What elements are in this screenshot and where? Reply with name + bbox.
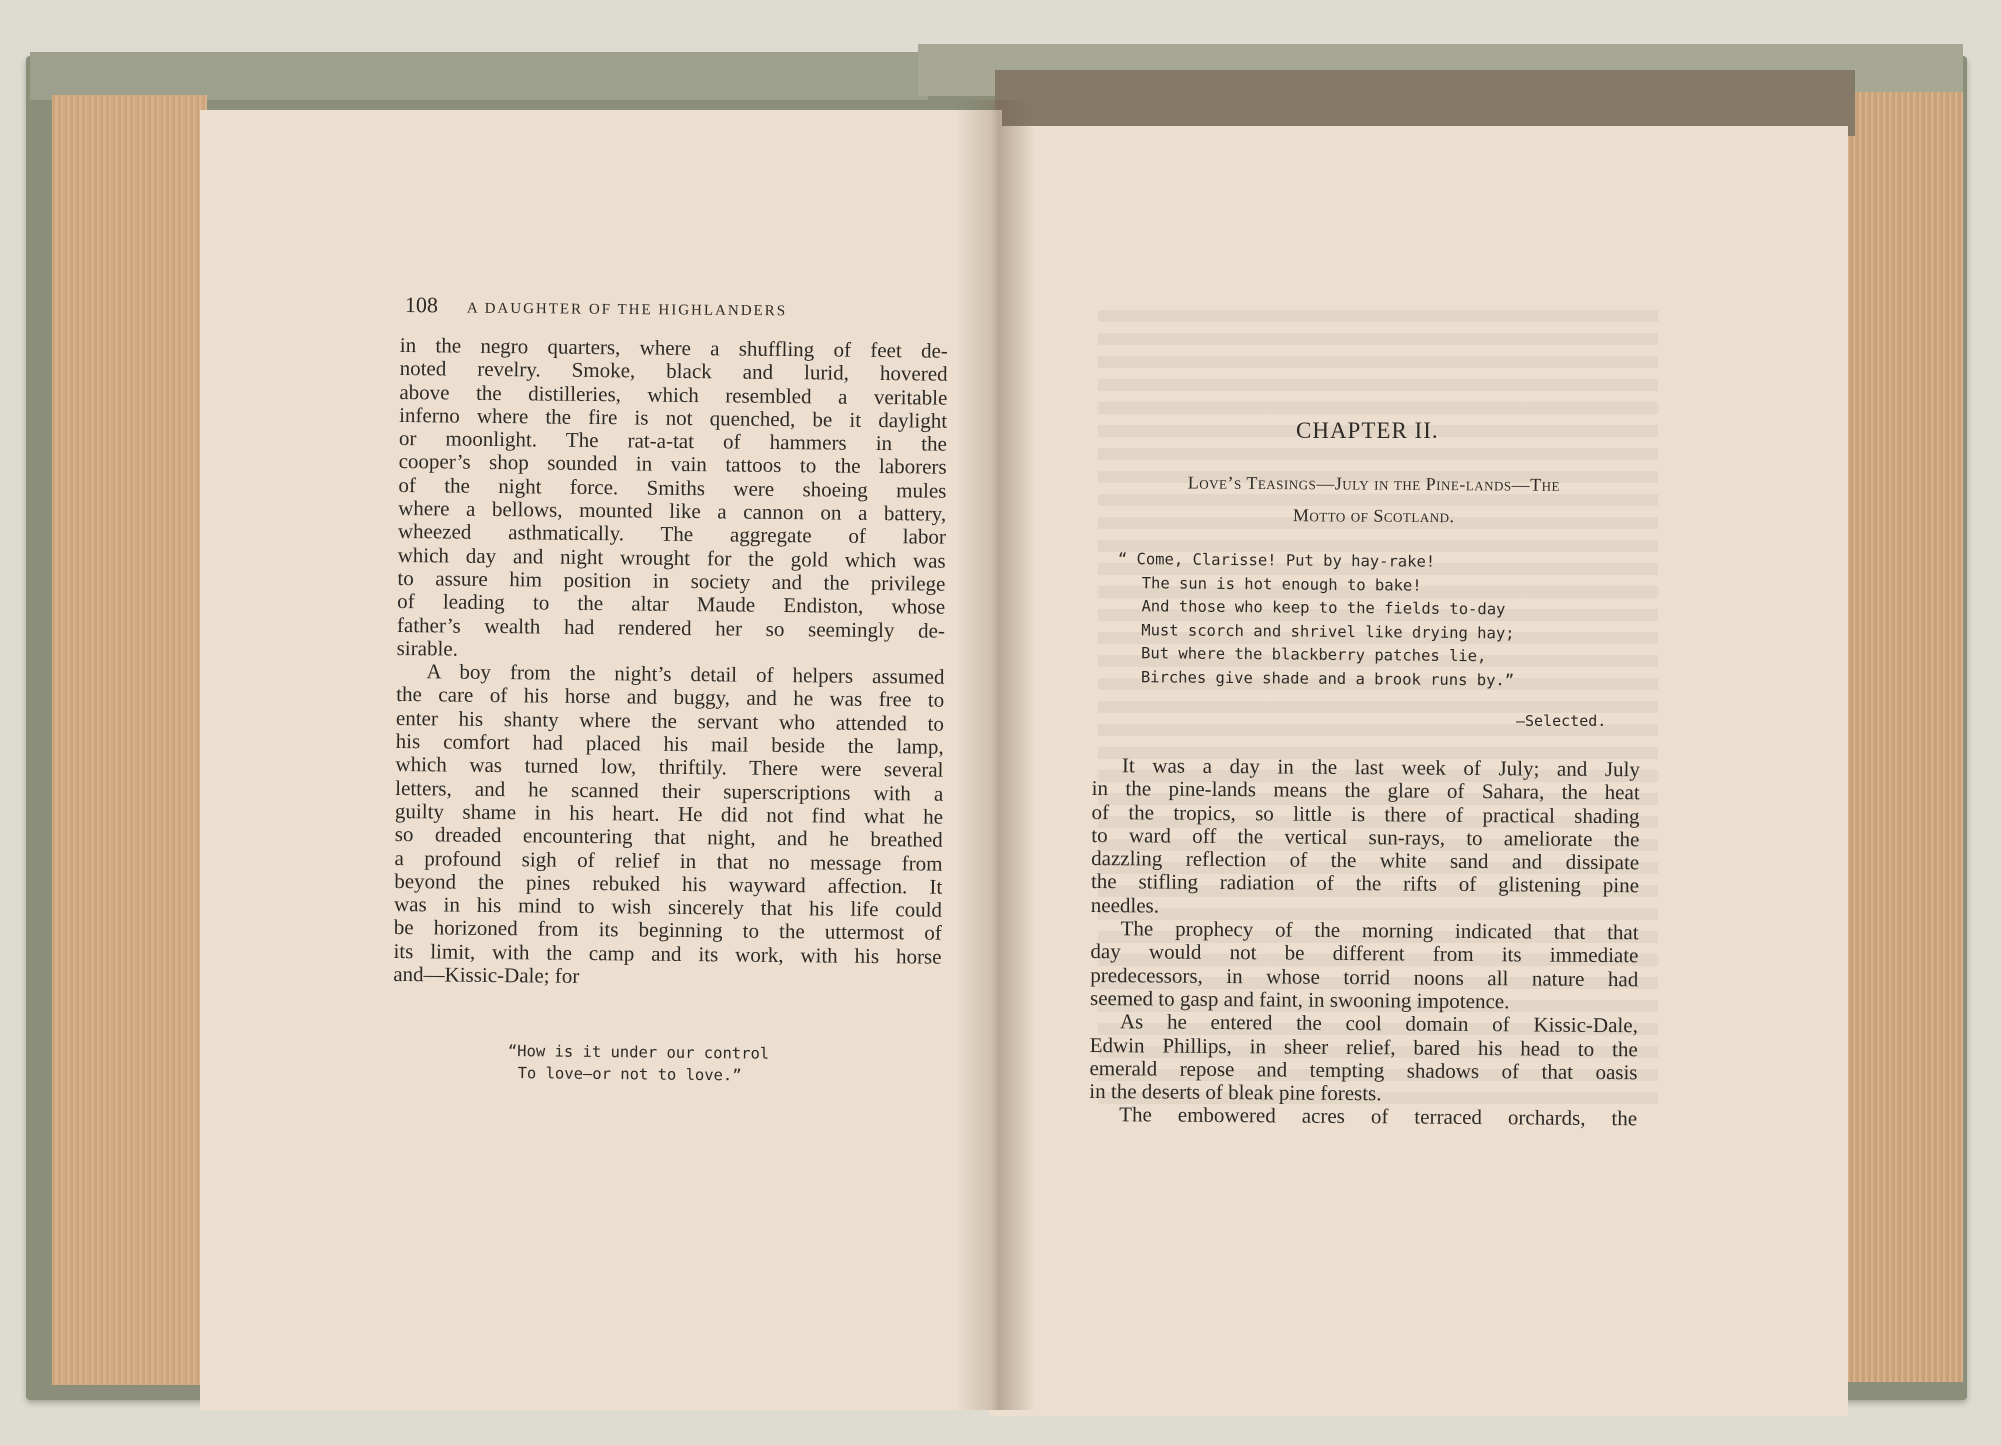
verse-line: “How is it under our control — [507, 1041, 770, 1063]
text-line: enter his shanty where the servant who attended to — [395, 705, 945, 736]
page-edges-right — [1838, 92, 1963, 1382]
text-line: a profound sigh of relief in that no message from — [394, 845, 943, 876]
text-line: which day and night wrought for the gold which was — [397, 542, 946, 573]
text-line: where a bellows, mounted like a cannon on a battery, — [398, 496, 947, 526]
verse-line: The sun is hot enough to bake! — [1141, 573, 1422, 595]
text-line: of the night force. Smiths were shoeing mules — [398, 472, 947, 503]
epigraph-verse — [1117, 548, 1558, 693]
text-line: the stifling radiation of the rifts of glistening pine — [1090, 869, 1640, 898]
text-line: The prophecy of the morning indicated that that — [1120, 916, 1639, 945]
text-line: to assure him position in society and the privilege — [397, 565, 946, 596]
text-line: As he entered the cool domain of Kissic-Dale, — [1119, 1009, 1638, 1038]
text-line: cooper’s shop sounded in vain tattoos to the laborers — [398, 449, 947, 480]
text-line: sirable. — [396, 635, 459, 661]
text-line: in the negro quarters, where a shuffling of feet de- — [399, 333, 948, 363]
verse-line: Birches give shade and a brook runs by.” — [1140, 667, 1515, 689]
text-line: The embowered acres of terraced orchards, the — [1119, 1102, 1638, 1131]
chapter-subtitle-line: Motto of Scotland. — [1292, 505, 1455, 527]
left-body-text — [393, 334, 948, 992]
left-verse-quote — [508, 1040, 808, 1087]
text-line: to ward off the vertical sun-rays, to ameliorate the — [1091, 822, 1640, 852]
text-line: his comfort had placed his mail beside the lamp, — [395, 729, 944, 759]
text-line: which was turned low, thriftily. There were several — [395, 752, 944, 783]
running-title: A DAUGHTER OF THE HIGHLANDERS — [466, 300, 788, 320]
text-line: seemed to gasp and faint, in swooning impotence. — [1089, 985, 1510, 1014]
text-line: in the deserts of bleak pine forests. — [1089, 1079, 1382, 1106]
chapter-subtitle — [1100, 466, 1648, 533]
book-cover-top-left — [30, 52, 928, 100]
text-line: in the pine-lands means the glare of Sahara, the heat — [1091, 776, 1640, 805]
text-line: of leading to the altar Maude Endiston, whose — [397, 589, 946, 619]
page-edges-left — [52, 95, 207, 1385]
chapter-subtitle-line: Love’s Teasings—July in the Pine-lands—The — [1187, 472, 1561, 495]
text-line: was in his mind to wish sincerely that his life could — [393, 892, 943, 922]
text-line: emerald repose and tempting shadows of that oasis — [1089, 1055, 1638, 1085]
text-line: It was a day in the last week of July; and July — [1121, 753, 1640, 782]
text-line: above the distilleries, which resembled a veritable — [399, 379, 948, 410]
verse-line: And those who keep to the fields to-day — [1141, 597, 1506, 619]
text-line: needles. — [1090, 892, 1160, 918]
text-line: A boy from the night’s detail of helpers assumed — [426, 659, 945, 689]
verse-line: Must scorch and shrivel like drying hay; — [1141, 620, 1515, 642]
epigraph-attribution: —Selected. — [1516, 712, 1607, 730]
text-line: inferno where the fire is not quenched, be it daylight — [399, 402, 948, 433]
text-line: predecessors, in whose torrid noons all nature had — [1090, 962, 1639, 991]
text-line: dazzling reflection of the white sand and dissipate — [1091, 846, 1640, 875]
text-line: the care of his horse and buggy, and he was free to — [396, 682, 945, 713]
text-line: so dreaded encountering that night, and he breathed — [394, 822, 943, 852]
right-body-text — [1089, 754, 1640, 1131]
text-line: or moonlight. The rat-a-tat of hammers in the — [398, 426, 948, 456]
text-line: wheezed asthmatically. The aggregate of labor — [397, 519, 947, 550]
verse-line: But where the blackberry patches lie, — [1141, 644, 1487, 666]
text-line: guilty shame in his heart. He did not find what he — [394, 798, 944, 829]
text-line: its limit, with the camp and its work, with his horse — [393, 938, 942, 969]
text-line: and—Kissic-Dale; for — [393, 961, 580, 988]
verse-line: “ Come, Clarisse! Put by hay-rake! — [1117, 549, 1436, 571]
chapter-title: CHAPTER II. — [1296, 418, 1439, 443]
text-line: of the tropics, so little is there of practical shading — [1091, 799, 1640, 828]
text-line: beyond the pines rebuked his wayward affection. It — [394, 868, 943, 899]
text-line: be horizoned from its beginning to the uttermost of — [393, 915, 942, 946]
book-gutter — [955, 100, 1035, 1410]
running-head — [405, 292, 925, 323]
text-line: day would not be different from its immediate — [1090, 939, 1639, 968]
verse-line: To love—or not to love.” — [517, 1064, 742, 1085]
text-line: letters, and he scanned their superscriptions with a — [395, 775, 944, 806]
text-line: Edwin Phillips, in sheer relief, bared his head to the — [1089, 1032, 1638, 1061]
text-line: noted revelry. Smoke, black and lurid, hovered — [399, 356, 948, 387]
page-number: 108 — [404, 292, 438, 318]
text-line: father’s wealth had rendered her so seemingly de- — [396, 612, 946, 643]
